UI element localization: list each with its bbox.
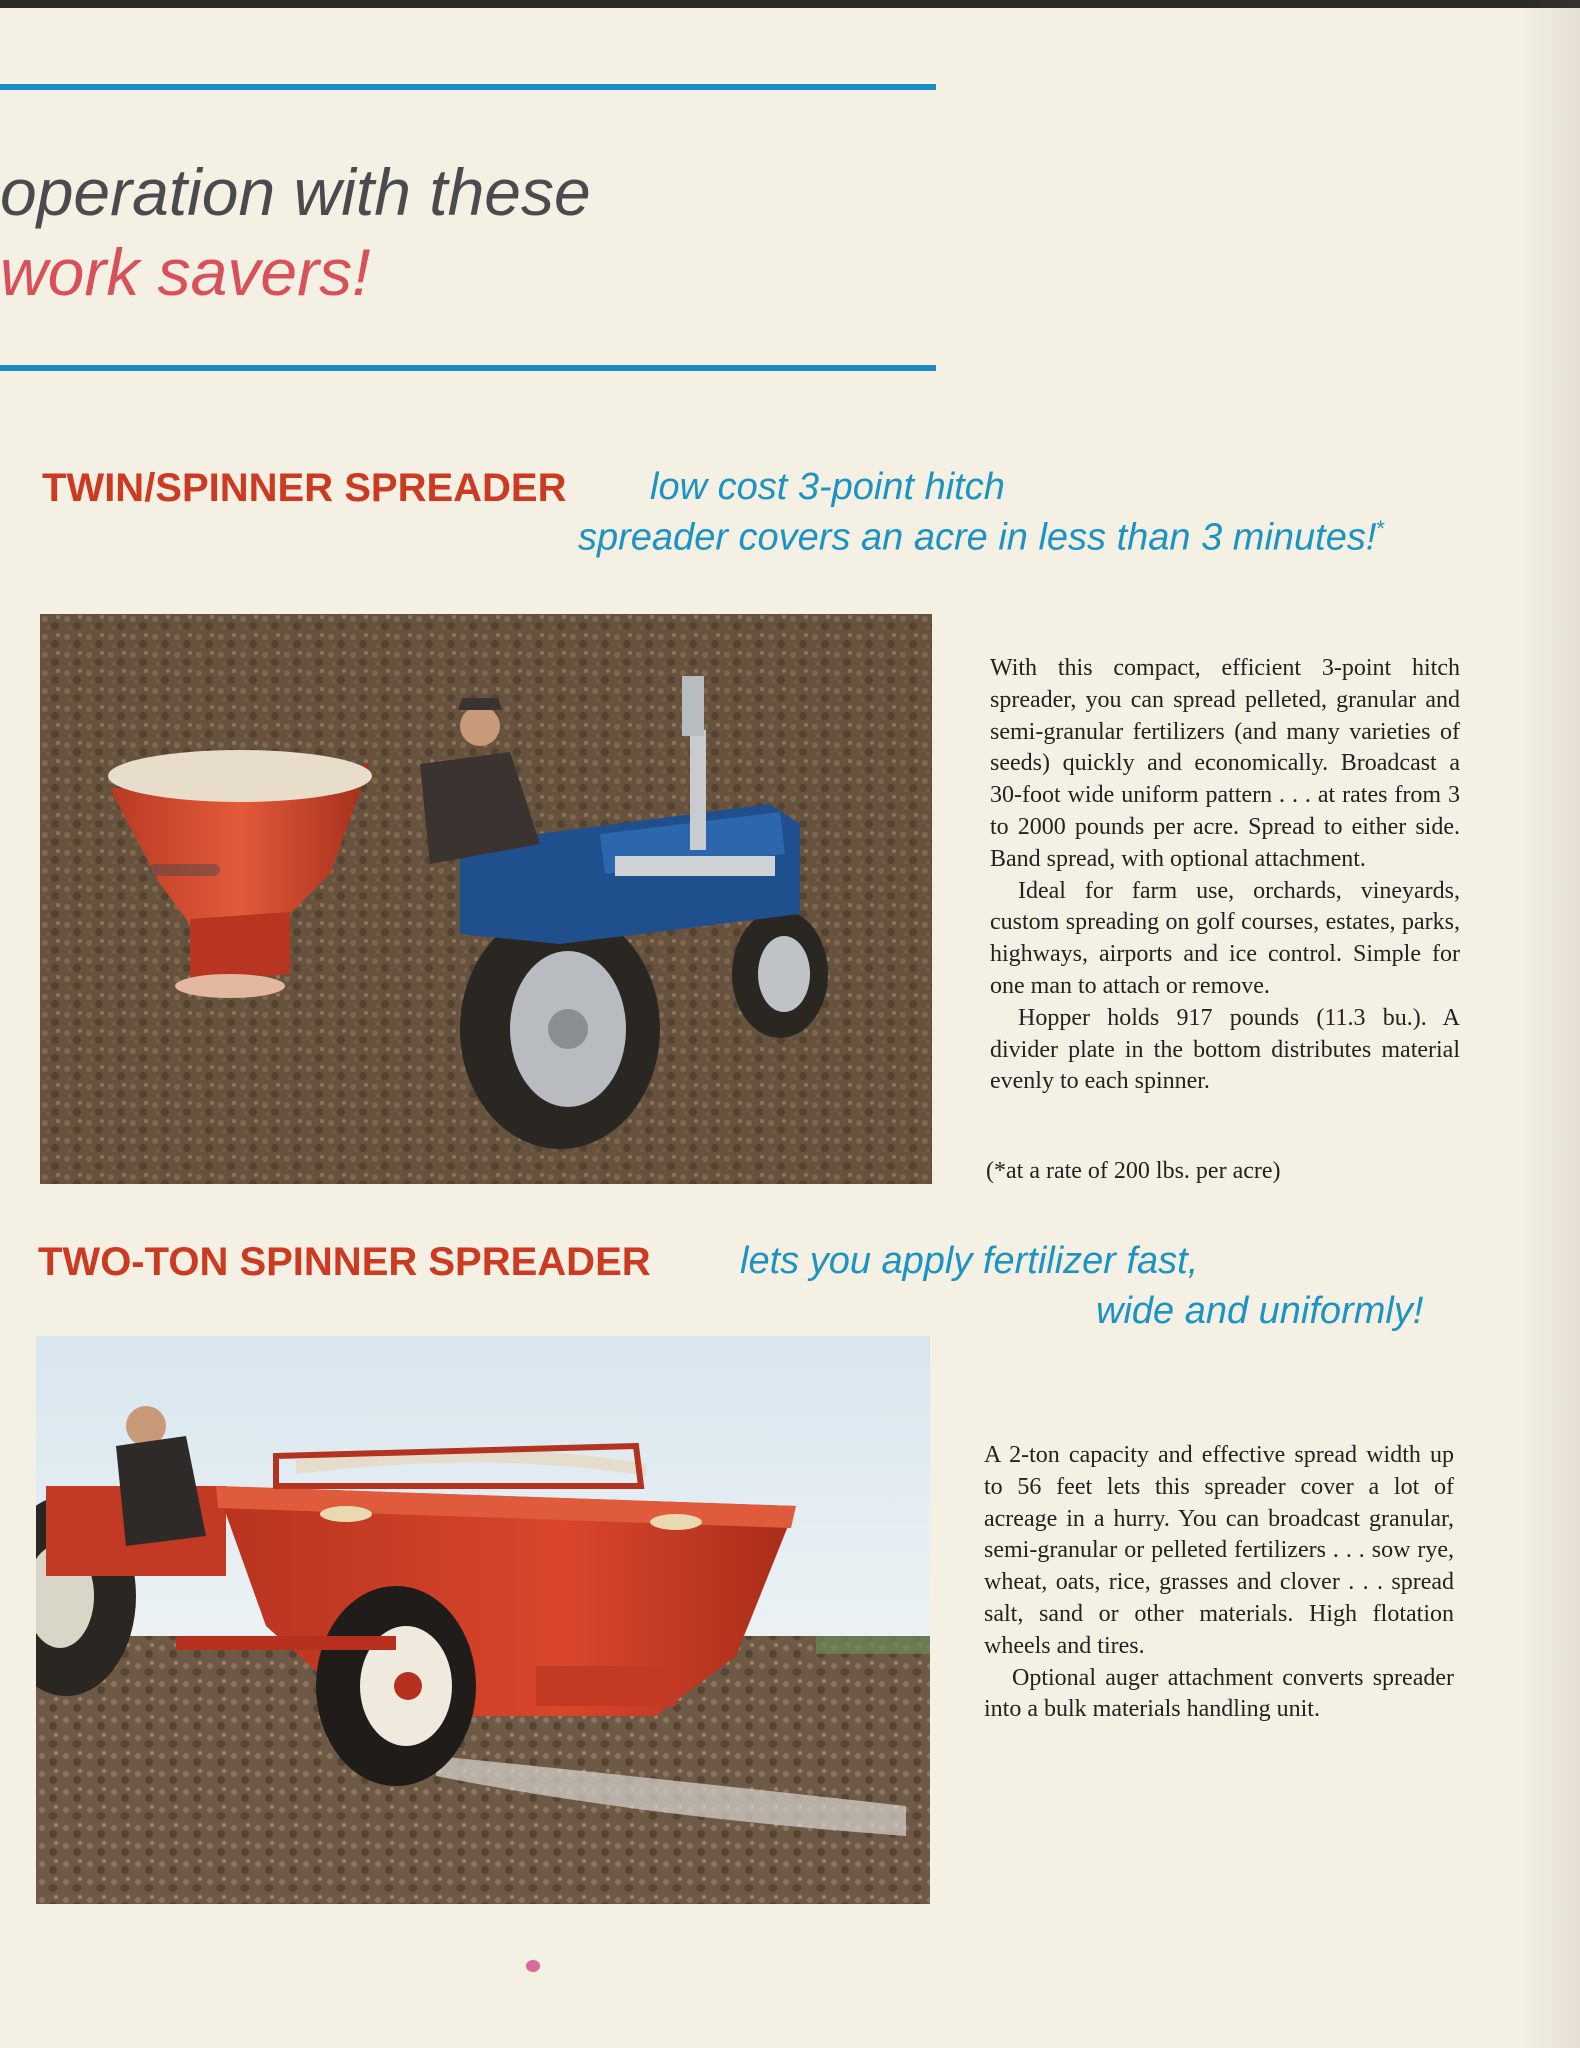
twin-spinner-description	[990, 653, 1460, 1098]
top-blue-rule	[0, 84, 936, 90]
tractor-with-spreader-illustration	[40, 614, 932, 1184]
twin-spinner-title: TWIN/SPINNER SPREADER	[42, 466, 567, 510]
twin-paragraph-1: With this compact, efficient 3-point hitch spreader, you can spread pelleted, granular and semi-granular fertilizers (and many varieties of seeds) quickly and economically. Broadcast a 30-foot wide uniform pattern . . . at rates from 3 to 2000 pounds per acre. Spread to either side. Band spread, with optional attachment.	[990, 655, 1460, 872]
twin-paragraph-2: Ideal for farm use, orchards, vineyards, custom spreading on golf courses, estates, parks, highways, airports and ice control. Simple for one man to attach or remove.	[990, 877, 1460, 999]
two-ton-spreader-illustration	[36, 1336, 930, 1904]
twin-paragraph-3: Hopper holds 917 pounds (11.3 bu.). A divider plate in the bottom distributes material evenly to each spinner.	[990, 1004, 1460, 1095]
two-ton-description	[984, 1440, 1454, 1726]
twin-spinner-tagline-2	[578, 516, 1385, 560]
bottom-blue-rule	[0, 365, 936, 371]
two-ton-tagline-2: wide and uniformly!	[1096, 1290, 1424, 1332]
two-ton-photo	[36, 1336, 930, 1904]
twin-footnote: (*at a rate of 200 lbs. per acre)	[986, 1158, 1281, 1184]
headline-line-1: operation with these	[0, 155, 591, 229]
page-top-edge	[0, 0, 1580, 8]
headline-line-2: work savers!	[0, 235, 371, 309]
ink-stain-mark	[526, 1960, 540, 1972]
twoton-paragraph-2: Optional auger attachment converts spreader into a bulk materials handling unit.	[984, 1664, 1454, 1723]
twoton-paragraph-1: A 2-ton capacity and effective spread width up to 56 feet lets this spreader cover a lot of acreage in a hurry. You can broadcast granular, semi-granular or pelleted fertilizers . . . sow rye, wheat, oats, rice, grasses and clover . . . spread salt, sand or other materials. High flotation wheels and tires.	[984, 1442, 1454, 1659]
two-ton-tagline-1: lets you apply fertilizer fast,	[740, 1240, 1199, 1282]
tagline-asterisk: *	[1376, 516, 1385, 541]
page-gutter-shade	[1520, 0, 1580, 2048]
two-ton-title: TWO-TON SPINNER SPREADER	[38, 1240, 651, 1284]
twin-spinner-tagline-1: low cost 3-point hitch	[650, 466, 1005, 508]
twin-spinner-photo	[40, 614, 932, 1184]
tagline-text: spreader covers an acre in less than 3 minutes!	[578, 516, 1377, 559]
